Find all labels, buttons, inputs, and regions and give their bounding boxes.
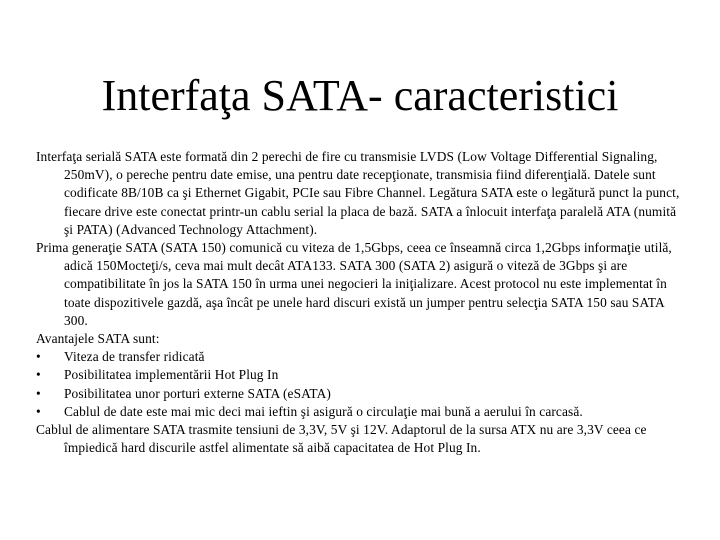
paragraph-advantages-heading: Avantajele SATA sunt: <box>36 331 160 347</box>
slide-title: Interfaţa SATA- caracteristici <box>101 71 619 120</box>
bullet-text: Posibilitatea unor porturi externe SATA (eSATA) <box>64 385 331 401</box>
paragraph-sata-interface: Interfaţa serială SATA este formată din 2 perechi de fire cu transmisie LVDS (Low Voltage Differential Signaling, 250mV), o pereche pentru date emise, una pentru date recepţionate, transmisia fiind diferenţială. Datele sunt codificate 8B/10B ca şi Ethernet Gigabit, PCIe sau Fibre Channel. Legătura SATA este o legătură punct la punct, fiecare drive este conectat printr-un cablu serial la placa de bază. SATA a înlocuit interfaţa paralelă ATA (numită şi PATA) (Advanced Technology Attachment). <box>36 149 680 237</box>
bullet-dot-icon: • <box>36 385 41 401</box>
bullet-item <box>36 348 686 366</box>
bullet-text: Posibilitatea implementării Hot Plug In <box>64 367 279 383</box>
slide-body <box>36 148 686 457</box>
paragraph-power-cable: Cablul de alimentare SATA trasmite tensiuni de 3,3V, 5V şi 12V. Adaptorul de la sursa ATX nu are 3,3V ceea ce împiedică hard discurile astfel alimentate să aibă capacitatea de Hot Plug In. <box>36 422 647 456</box>
bullet-dot-icon: • <box>36 367 41 383</box>
bullet-text: Viteza de transfer ridicată <box>64 349 205 365</box>
bullet-item <box>36 403 686 421</box>
bullet-item <box>36 385 686 403</box>
bullet-dot-icon: • <box>36 349 41 365</box>
bullet-item <box>36 366 686 384</box>
paragraph-sata-generations: Prima generaţie SATA (SATA 150) comunică cu viteza de 1,5Gbps, ceea ce înseamnă circa 1,2Gbps informaţie utilă, adică 150Mocteţi/s, ceva mai mult decât ATA133. SATA 300 (SATA 2) asigură o viteză de 3Gbps şi are compatibilitate în jos la SATA 150 în urma unei negocieri la iniţializare. Acest protocol nu este implementat în toate dispozitivele gazdă, aşa încât pe unele hard discuri există un jumper pentru selecţia SATA 150 sau SATA 300. <box>36 240 672 328</box>
bullet-dot-icon: • <box>36 403 41 419</box>
bullet-text: Cablul de date este mai mic deci mai ieftin şi asigură o circulaţie mai bună a aerului în carcasă. <box>64 403 583 419</box>
